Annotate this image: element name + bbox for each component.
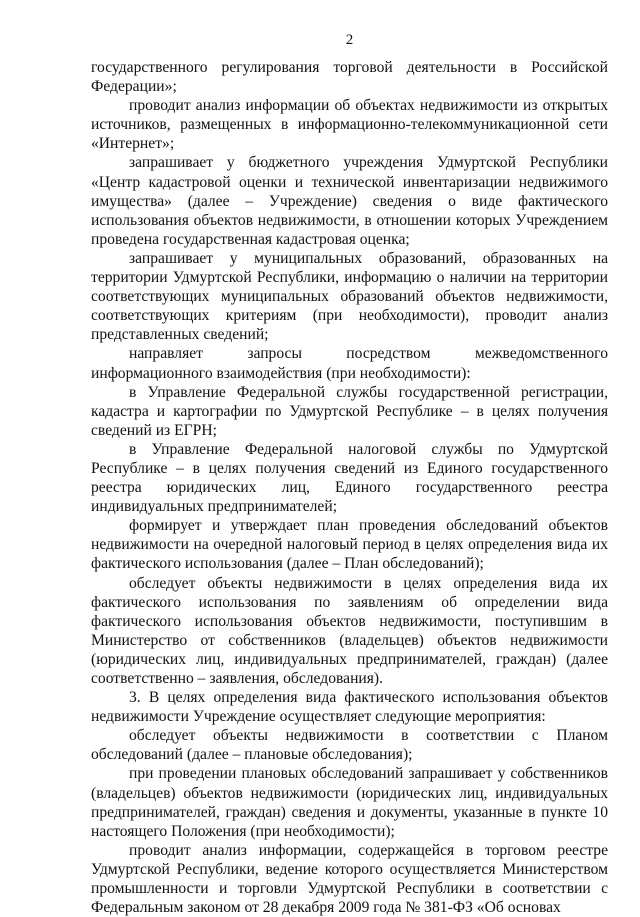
paragraph-clause-3: 3. В целях определения вида фактического использования объектов недвижимости Учреждение осуществляет следующие мероприятия: (91, 689, 608, 726)
paragraph-tax-service: в Управление Федеральной налоговой службы по Удмуртской Республике – в целях получения сведений из Единого государственного реестра юридических лиц, Единого государственного реестра индивидуальных предпринимателей; (91, 440, 608, 516)
page-number: 2 (345, 32, 354, 48)
paragraph-request-municipalities: запрашивает у муниципальных образований, образованных на территории Удмуртской Республики, информацию о наличии на территории соответствующих муниципальных образований объектов недвижимости, соответствующих критериям (при необходимости), проводит анализ представленных сведений; (91, 249, 608, 344)
paragraph-owner-requests: при проведении плановых обследований запрашивает у собственников (владельцев) объектов недвижимости (юридических лиц, индивидуальных предпринимателей, граждан) сведения и документы, указанные в пункте 10 настоящего Положения (при необходимости); (91, 765, 608, 840)
paragraph-interagency-requests: направляет запросы посредством межведомственного информационного взаимодействия (при необходимости): (91, 345, 608, 382)
paragraph-inspections-by-application: обследует объекты недвижимости в целях определения вида их фактического использования по заявлениям об определении вида фактического использования объектов недвижимости, поступившим в Министерство от собственников (владельцев) объектов недвижимости (юридических лиц, индивидуальных предпринимателей, граждан) (далее соответственно – заявления, обследования). (91, 574, 608, 687)
paragraph-inspection-plan: формирует и утверждает план проведения обследований объектов недвижимости на очередной налоговый период в целях определения вида их фактического использования (далее – План обследований); (91, 517, 608, 573)
paragraph-request-institution: запрашивает у бюджетного учреждения Удмуртской Республики «Центр кадастровой оценки и технической инвентаризации недвижимого имущества» (далее – Учреждение) сведения о виде фактического использования объектов недвижимости, в отношении которых Учреждением проведена государственная кадастровая оценка; (91, 154, 608, 248)
paragraph-trade-register-analysis: проводит анализ информации, содержащейся в торговом реестре Удмуртской Республики, ведение которого осуществляется Министерством промышленности и торговли Удмуртской Республики в соответствии с Федеральным законом от 28 декабря 2009 года № 381-ФЗ «Об основах (91, 841, 608, 917)
paragraph-continuation: государственного регулирования торговой деятельности в Российской Федерации»; (91, 59, 608, 96)
paragraph-planned-inspections: обследует объекты недвижимости в соответствии с Планом обследований (далее – плановые обследования); (91, 727, 608, 764)
paragraph-rosreestr: в Управление Федеральной службы государственной регистрации, кадастра и картографии по Удмуртской Республике – в целях получения сведений из ЕГРН; (91, 383, 608, 439)
document-page (91, 30, 608, 917)
paragraph-open-sources-analysis: проводит анализ информации об объектах недвижимости из открытых источников, размещенных в информационно-телекоммуникационной сети «Интернет»; (91, 97, 608, 153)
